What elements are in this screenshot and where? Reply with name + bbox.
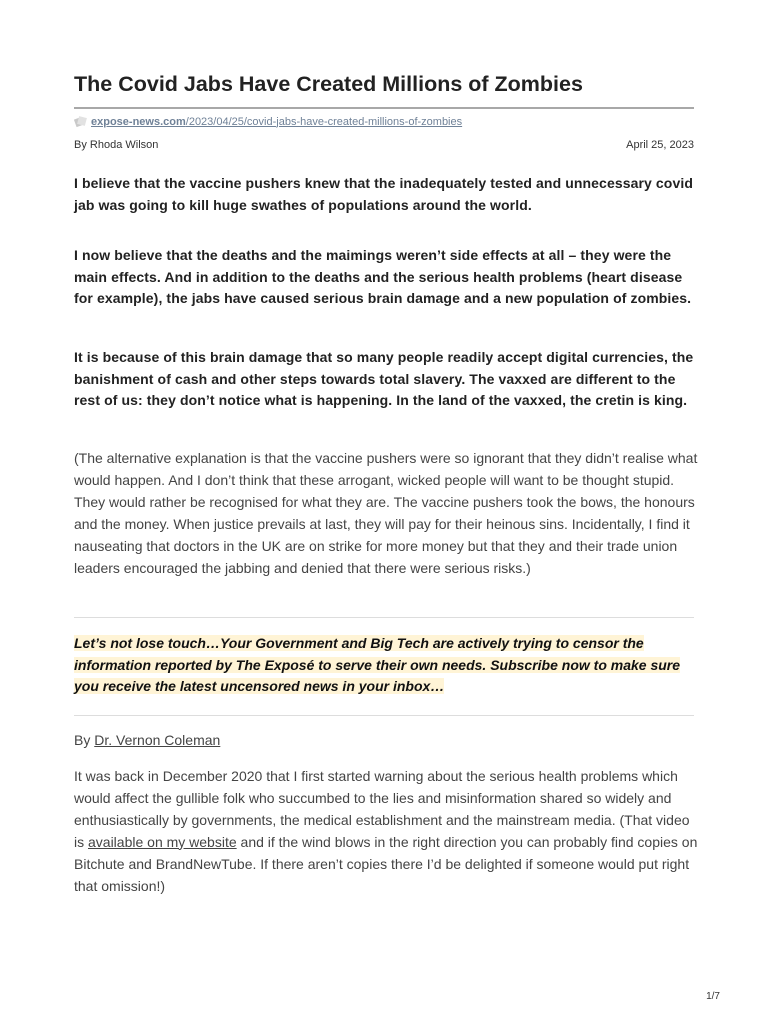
article-title: The Covid Jabs Have Created Millions of Zombies — [74, 72, 583, 96]
promo-divider-top — [74, 617, 694, 618]
subscribe-promo-text: Let’s not lose touch…Your Government and Big Tech are actively trying to censor the information reported by The Exposé to serve their own needs. Subscribe now to make sure you receive the latest uncensored news in your inbox… — [74, 635, 681, 695]
subscribe-promo — [74, 633, 700, 698]
paragraph-2: I now believe that the deaths and the maimings weren’t side effects at all – they were the main effects. And in addition to the deaths and the serious health problems (heart disease for example), the jabs have caused serious brain damage and a new population of zombies. — [74, 247, 692, 307]
paragraph-1: I believe that the vaccine pushers knew that the inadequately tested and unnecessary covid jab was going to kill huge swathes of populations around the world. — [74, 175, 693, 213]
article-author: By Rhoda Wilson — [74, 139, 159, 151]
paragraph-4: (The alternative explanation is that the vaccine pushers were so ignorant that they didn’t realise what would happen. And I don’t think that these arrogant, wicked people will want to be thought stupid. They would rather be recognised for what they are. The vaccine pushers took the bows, the honours and the money. When justice prevails at last, they will pay for their heinous sins. Incidentally, I find it nauseating that doctors in the UK are on strike for more money but that they and their trade union leaders encouraged the jabbing and denied that there were serious risks.) — [74, 450, 698, 576]
title-rule — [74, 107, 694, 109]
promo-divider-bottom — [74, 715, 694, 716]
url-path-link[interactable]: /2023/04/25/covid-jabs-have-created-millions-of-zombies — [185, 115, 463, 128]
author-byline — [74, 732, 220, 748]
author-byline-prefix: By — [74, 732, 95, 748]
source-url[interactable] — [74, 115, 462, 128]
paragraph-5 — [74, 766, 700, 897]
page-favicon-icon — [74, 115, 87, 128]
author-link[interactable]: Dr. Vernon Coleman — [94, 732, 221, 748]
url-host-link[interactable]: expose-news.com — [91, 115, 186, 128]
website-link[interactable]: available on my website — [88, 833, 237, 850]
page-number: 1/7 — [706, 991, 720, 1002]
paragraph-5-text-a: It was back in December 2020 that I first started warning about the serious health problems which would affect the gullible folk who succumbed to the lies and misinformation shared so widely and enthusiastically by governments, the medical establishment and the mainstream media. (That video is — [74, 768, 690, 850]
paragraph-3: It is because of this brain damage that so many people readily accept digital currencies, the banishment of cash and other steps towards total slavery. The vaxxed are different to the rest of us: they don’t notice what is happening. In the land of the vaxxed, the cretin is king. — [74, 349, 694, 409]
paragraph-5-text-b: and if the wind blows in the right direction you can probably find copies on Bitchute and BrandNewTube. If there aren’t copies there I’d be delighted if someone would put right that omission!) — [74, 833, 698, 894]
article-date: April 25, 2023 — [626, 139, 694, 151]
